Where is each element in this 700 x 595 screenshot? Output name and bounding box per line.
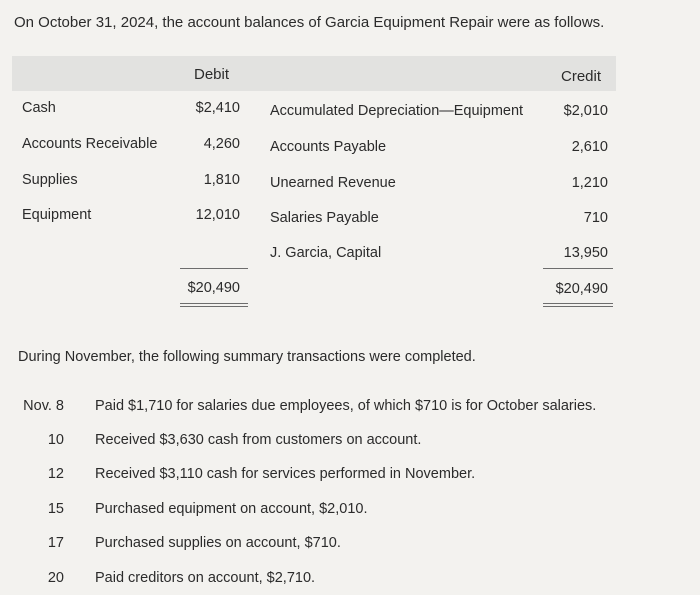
- transaction-text: Received $3,110 cash for services performed in November.: [95, 466, 476, 482]
- transaction-text: Purchased equipment on account, $2,010.: [95, 501, 368, 517]
- transaction-date: 10: [47, 432, 64, 448]
- credit-amount-capital: 13,950: [563, 245, 608, 261]
- credit-account-accumulated-depreciation: Accumulated Depreciation—Equipment: [270, 103, 524, 119]
- debit-amount-equipment: 12,010: [195, 207, 240, 223]
- transaction-date: 15: [47, 501, 64, 517]
- table-header-band: [12, 56, 616, 91]
- debit-amount-cash: $2,410: [195, 100, 240, 116]
- credit-account-accounts-payable: Accounts Payable: [270, 139, 387, 155]
- debit-total-double-rule: [180, 303, 248, 307]
- credit-amount-accumulated-depreciation: $2,010: [563, 103, 608, 119]
- credit-amount-unearned-revenue: 1,210: [571, 175, 608, 191]
- credit-sum-rule: [543, 268, 613, 269]
- transaction-text: Paid $1,710 for salaries due employees, of which $710 is for October salaries.: [95, 398, 597, 414]
- credit-account-capital: J. Garcia, Capital: [270, 245, 382, 261]
- credit-header: Credit: [561, 68, 602, 85]
- transactions-intro: During November, the following summary transactions were completed.: [18, 349, 476, 365]
- transaction-text: Purchased supplies on account, $710.: [95, 535, 341, 551]
- debit-sum-rule: [180, 268, 248, 269]
- credit-account-unearned-revenue: Unearned Revenue: [270, 175, 396, 191]
- transaction-date: 17: [47, 535, 64, 551]
- credit-account-salaries-payable: Salaries Payable: [270, 210, 379, 226]
- debit-total: $20,490: [187, 280, 240, 296]
- transaction-date: 20: [47, 570, 64, 586]
- debit-account-equipment: Equipment: [22, 207, 92, 223]
- debit-account-supplies: Supplies: [22, 172, 78, 188]
- transaction-date: Nov. 8: [23, 398, 64, 414]
- credit-total: $20,490: [555, 281, 608, 297]
- credit-amount-accounts-payable: 2,610: [571, 139, 608, 155]
- credit-total-double-rule: [543, 303, 613, 307]
- intro-text: On October 31, 2024, the account balances of Garcia Equipment Repair were as follows.: [14, 14, 605, 31]
- transaction-date: 12: [47, 466, 64, 482]
- transaction-text: Paid creditors on account, $2,710.: [95, 570, 316, 586]
- debit-header: Debit: [194, 66, 230, 83]
- debit-account-cash: Cash: [22, 100, 56, 116]
- debit-amount-accounts-receivable: 4,260: [203, 136, 240, 152]
- transaction-text: Received $3,630 cash from customers on account.: [95, 432, 422, 448]
- debit-amount-supplies: 1,810: [203, 172, 240, 188]
- credit-amount-salaries-payable: 710: [583, 210, 608, 226]
- debit-account-accounts-receivable: Accounts Receivable: [22, 136, 158, 152]
